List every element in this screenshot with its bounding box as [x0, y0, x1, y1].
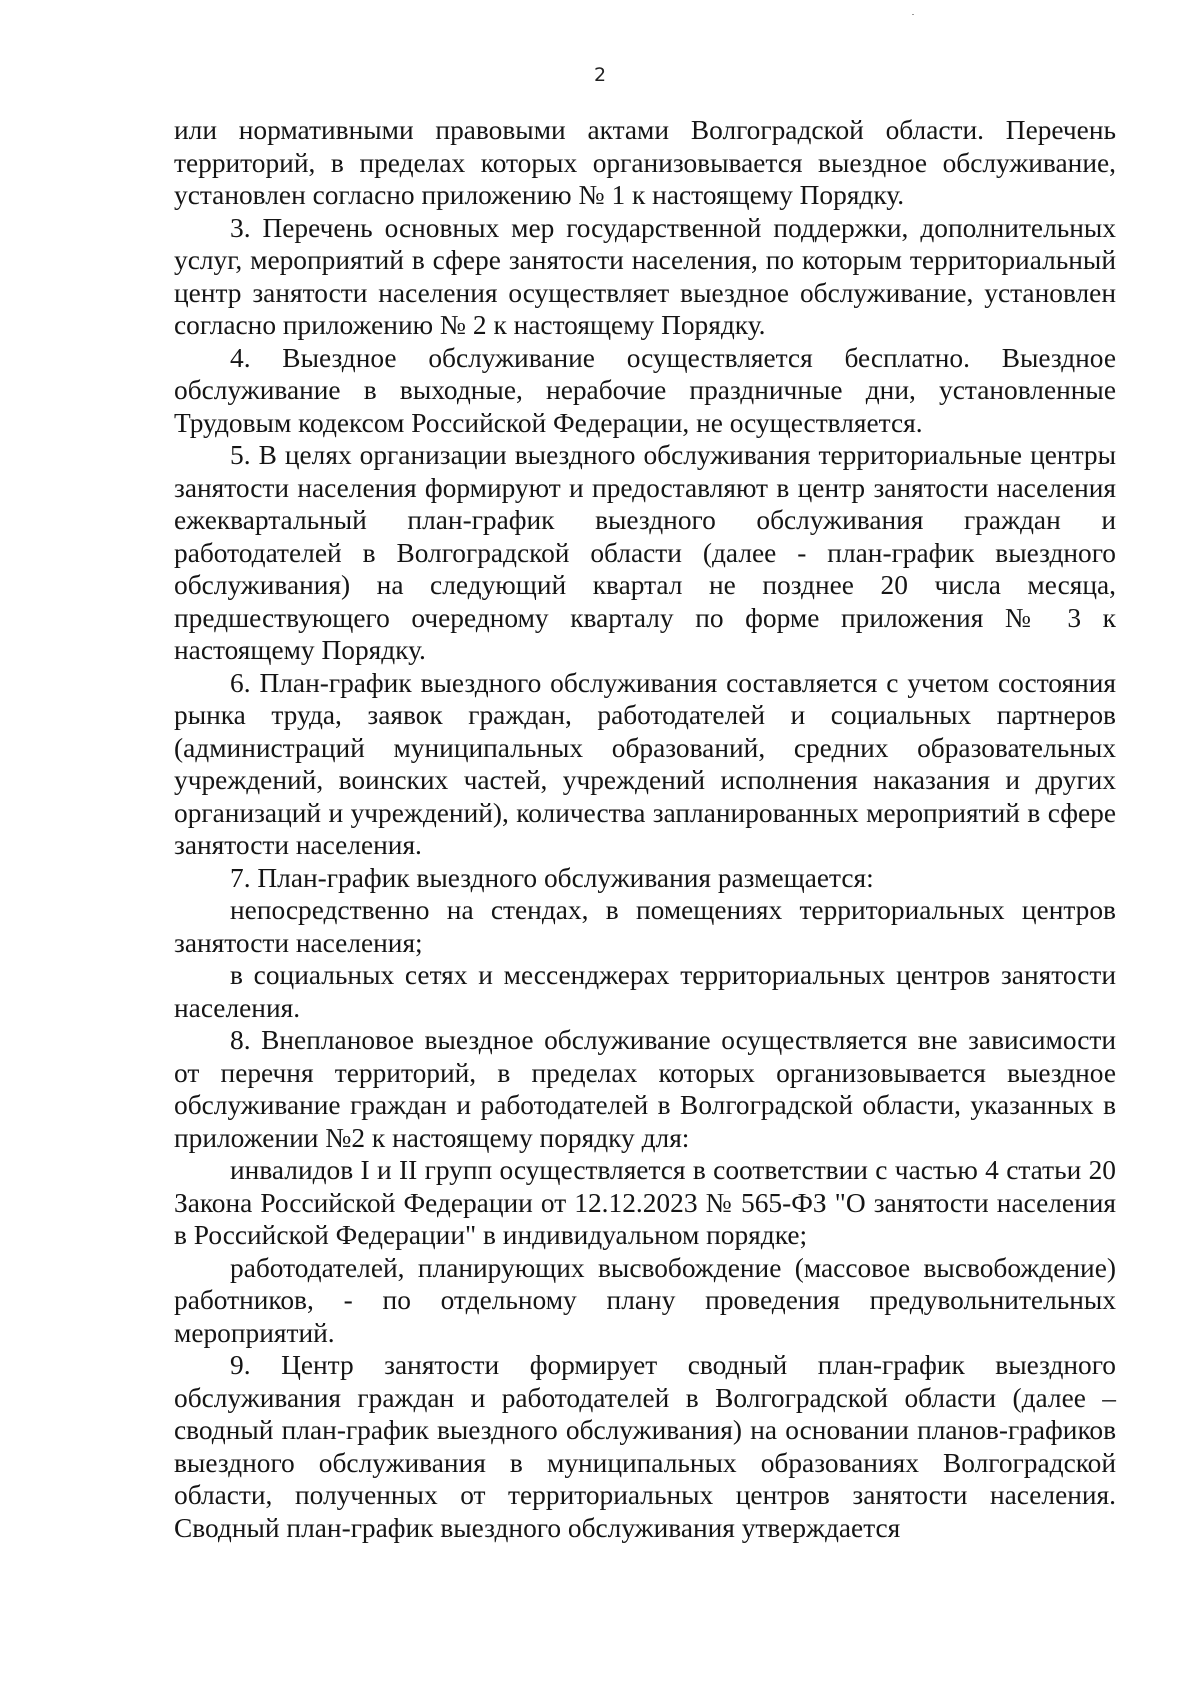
paragraph-8-item-disabled: инвалидов I и II групп осуществляется в соответствии с частью 4 статьи 20 Закона Российской Федерации от 12.12.2023 № 565-ФЗ "О занятости населения в Российской Федерации" в индивидуальном порядке;: [174, 1155, 1116, 1250]
paragraph-4: 4. Выездное обслуживание осуществляется бесплатно. Выездное обслуживание в выходные, нерабочие праздничные дни, установленные Трудовым кодексом Российской Федерации, не осуществляется.: [174, 342, 1116, 438]
paragraph-8: 8. Внеплановое выездное обслуживание осуществляется вне зависимости от перечня территорий, в пределах которых организовывается выездное обслуживание граждан и работодателей в Волгоградской области, указанных в приложении №2 к настоящему порядку для:: [174, 1025, 1116, 1153]
paragraph-3: 3. Перечень основных мер государственной поддержки, дополнительных услуг, мероприятий в сфере занятости населения, по которым территориальный центр занятости населения осуществляет выездное обслуживание, установлен согласно приложению № 2 к настоящему Порядку.: [174, 212, 1116, 340]
paragraph-8-item-employers: работодателей, планирующих высвобождение (массовое высвобождение) работников, - по отдельному плану проведения предувольнительных мероприятий.: [174, 1252, 1116, 1348]
paragraph-6: 6. План-график выездного обслуживания составляется с учетом состояния рынка труда, заявок граждан, работодателей и социальных партнеров (администраций муниципальных образований, средних образовательных учреждений, воинских частей, учреждений исполнения наказания и других организаций и учреждений), количества запланированных мероприятий в сфере занятости населения.: [174, 667, 1116, 860]
paragraph-9: 9. Центр занятости формирует сводный план-график выездного обслуживания граждан и работодателей в Волгоградской области (далее – сводный план-график выездного обслуживания) на основании планов-графиков выездного обслуживания в муниципальных образованиях Волгоградской области, полученных от территориальных центров занятости населения. Сводный план-график выездного обслуживания утверждается: [174, 1350, 1116, 1543]
paragraph-7-item-stands: непосредственно на стендах, в помещениях территориальных центров занятости населения;: [174, 895, 1116, 958]
paragraph-continuation: или нормативными правовыми актами Волгоградской области. Перечень территорий, в пределах которых организовывается выездное обслуживание, установлен согласно приложению № 1 к настоящему Порядку.: [174, 115, 1116, 210]
paragraph-7-item-social: в социальных сетях и мессенджерах территориальных центров занятости населения.: [174, 960, 1116, 1023]
document-body: [174, 114, 1116, 1544]
page-number: 2: [593, 64, 607, 86]
paragraph-7: 7. План-график выездного обслуживания размещается:: [230, 862, 874, 893]
paragraph-5: 5. В целях организации выездного обслуживания территориальные центры занятости населения формируют и предоставляют в центр занятости населения ежеквартальный план-график выездного обслуживания граждан и работодателей в Волгоградской области (далее - план-график выездного обслуживания) на следующий квартал не позднее 20 числа месяца, предшествующего очередному кварталу по форме приложения № 3 к настоящему Порядку.: [174, 440, 1116, 665]
scan-speck: [912, 14, 914, 15]
